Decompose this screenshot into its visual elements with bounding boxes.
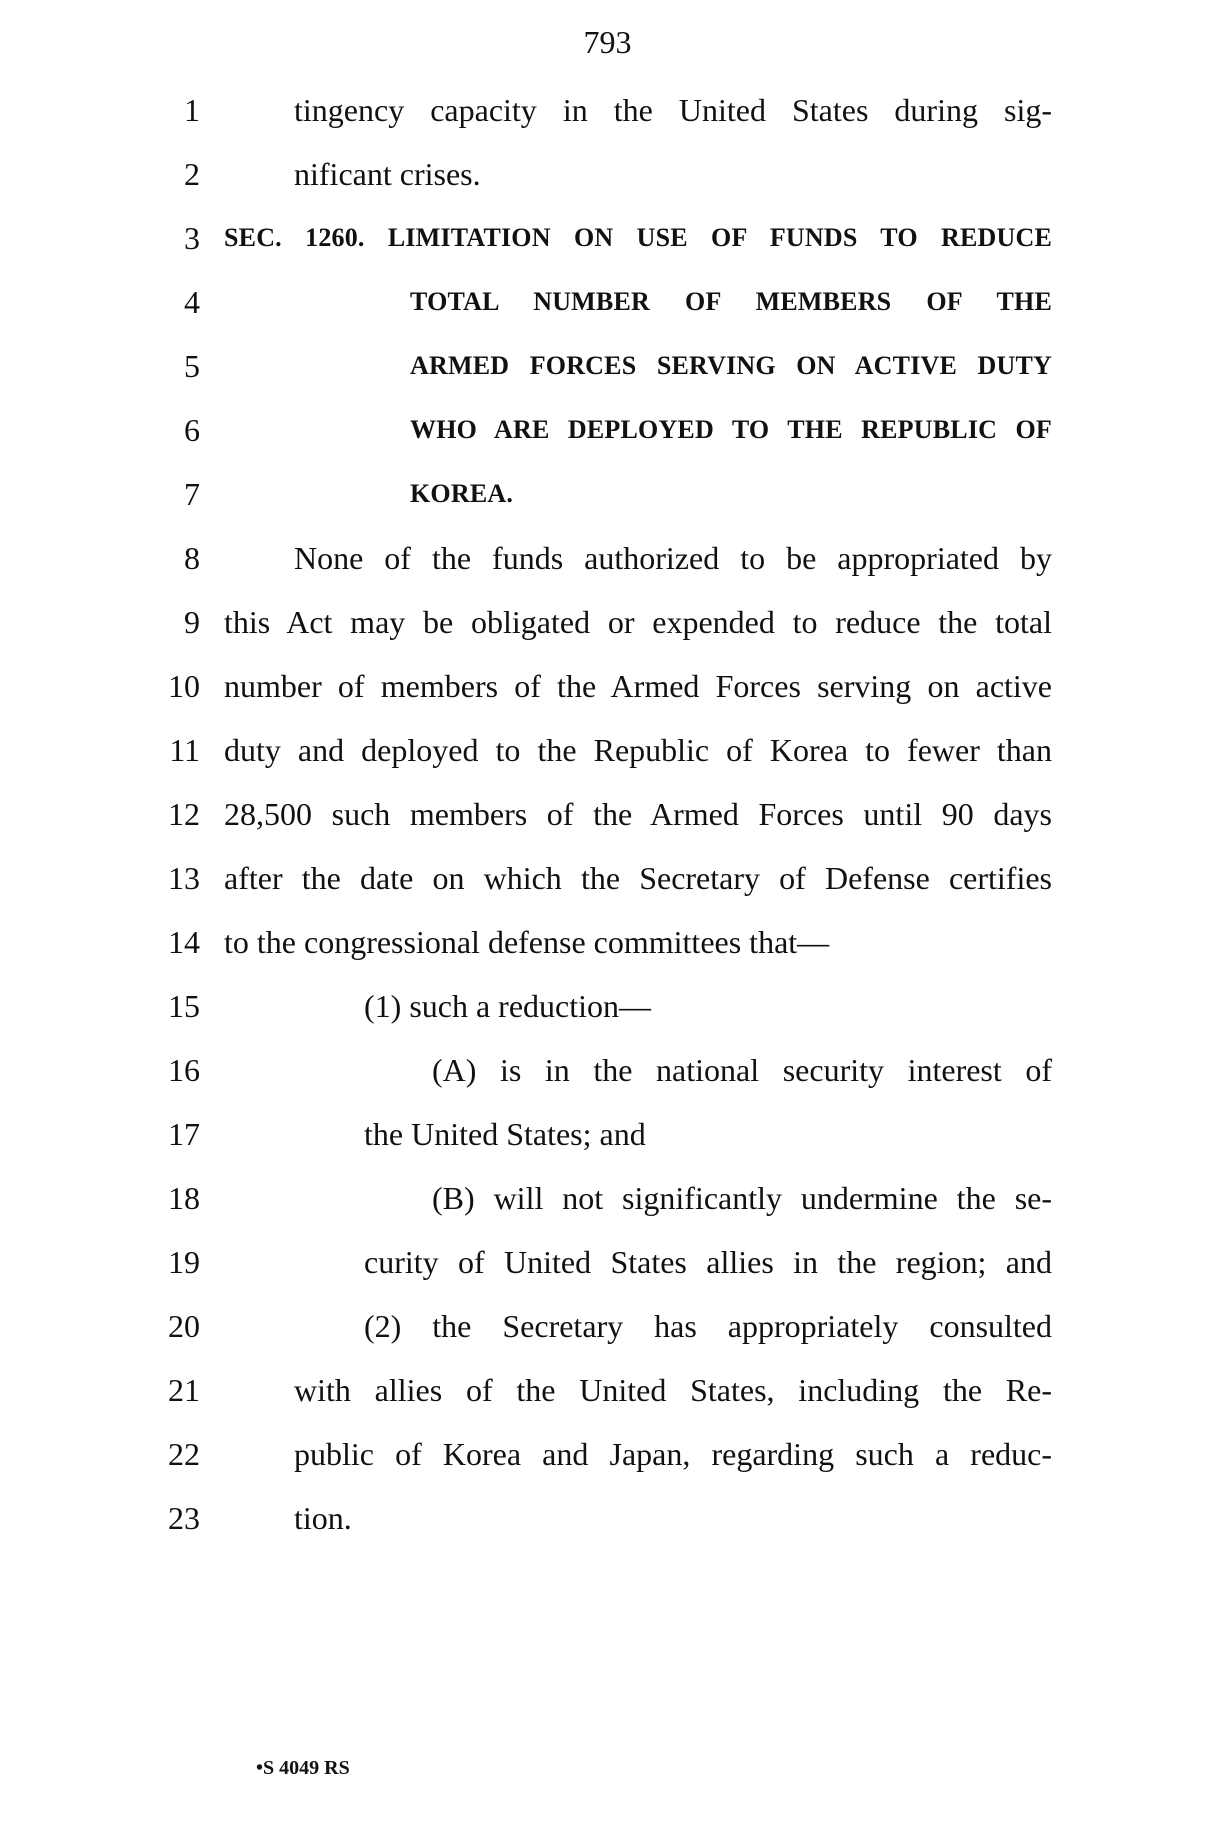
line-number: 15 — [168, 988, 200, 1024]
line-text: curity of United States allies in the region; and — [364, 1244, 1052, 1280]
section-heading: ARMED FORCES SERVING ON ACTIVE DUTY — [410, 351, 1052, 380]
bill-line — [0, 788, 1215, 852]
section-heading: TOTAL NUMBER OF MEMBERS OF THE — [410, 287, 1052, 316]
bill-identifier-footer: •S 4049 RS — [256, 1757, 350, 1779]
bill-line — [0, 276, 1215, 340]
line-text: the United States; and — [364, 1116, 646, 1152]
line-number: 18 — [168, 1180, 200, 1216]
line-number: 21 — [168, 1372, 200, 1408]
bill-line — [0, 916, 1215, 980]
line-number: 17 — [168, 1116, 200, 1152]
bill-line — [0, 468, 1215, 532]
line-number: 10 — [168, 668, 200, 704]
bill-line — [0, 84, 1215, 148]
bill-line — [0, 1236, 1215, 1300]
line-text: (2) the Secretary has appropriately consulted — [364, 1308, 1052, 1344]
line-number: 11 — [169, 732, 200, 768]
line-number: 12 — [168, 796, 200, 832]
line-text: with allies of the United States, including the Re- — [294, 1372, 1052, 1408]
line-number: 23 — [168, 1500, 200, 1536]
line-text: 28,500 such members of the Armed Forces until 90 days — [224, 796, 1052, 832]
bill-line — [0, 724, 1215, 788]
line-text: (A) is in the national security interest of — [432, 1052, 1052, 1088]
line-number: 13 — [168, 860, 200, 896]
bill-line — [0, 404, 1215, 468]
line-number: 14 — [168, 924, 200, 960]
line-number: 19 — [168, 1244, 200, 1280]
line-text: number of members of the Armed Forces serving on active — [224, 668, 1052, 704]
line-number: 8 — [184, 540, 200, 576]
line-text: after the date on which the Secretary of Defense certifies — [224, 860, 1052, 896]
line-text: nificant crises. — [294, 156, 481, 192]
bill-line — [0, 1044, 1215, 1108]
line-number: 2 — [184, 156, 200, 192]
line-text: tingency capacity in the United States during sig- — [294, 92, 1052, 128]
line-text: None of the funds authorized to be appropriated by — [294, 540, 1052, 576]
line-text: tion. — [294, 1500, 352, 1536]
line-text: (1) such a reduction— — [364, 988, 652, 1024]
bill-line — [0, 340, 1215, 404]
bill-line — [0, 1492, 1215, 1556]
bill-line — [0, 660, 1215, 724]
page-number: 793 — [583, 24, 632, 60]
bill-line — [0, 980, 1215, 1044]
bill-line — [0, 1428, 1215, 1492]
line-text: this Act may be obligated or expended to reduce the total — [224, 604, 1052, 640]
bill-line — [0, 148, 1215, 212]
line-number: 1 — [184, 92, 200, 128]
line-number: 6 — [184, 412, 200, 448]
line-text: duty and deployed to the Republic of Korea to fewer than — [224, 732, 1052, 768]
line-text: (B) will not significantly undermine the se- — [432, 1180, 1052, 1216]
bill-line — [0, 1172, 1215, 1236]
bill-line — [0, 212, 1215, 276]
line-number: 22 — [168, 1436, 200, 1472]
bill-line — [0, 1364, 1215, 1428]
bill-line — [0, 532, 1215, 596]
section-heading: WHO ARE DEPLOYED TO THE REPUBLIC OF — [410, 415, 1052, 444]
section-heading: KOREA. — [410, 479, 514, 508]
bill-line — [0, 1108, 1215, 1172]
line-number: 9 — [184, 604, 200, 640]
line-number: 5 — [184, 348, 200, 384]
line-number: 16 — [168, 1052, 200, 1088]
line-text: to the congressional defense committees that— — [224, 924, 830, 960]
line-number: 20 — [168, 1308, 200, 1344]
line-number: 3 — [184, 220, 200, 256]
bill-line — [0, 596, 1215, 660]
bill-line — [0, 852, 1215, 916]
line-number: 7 — [184, 476, 200, 512]
bill-line — [0, 1300, 1215, 1364]
section-heading: SEC. 1260. LIMITATION ON USE OF FUNDS TO REDUCE — [224, 223, 1052, 252]
line-text: public of Korea and Japan, regarding such a reduc- — [294, 1436, 1052, 1472]
line-number: 4 — [184, 284, 200, 320]
